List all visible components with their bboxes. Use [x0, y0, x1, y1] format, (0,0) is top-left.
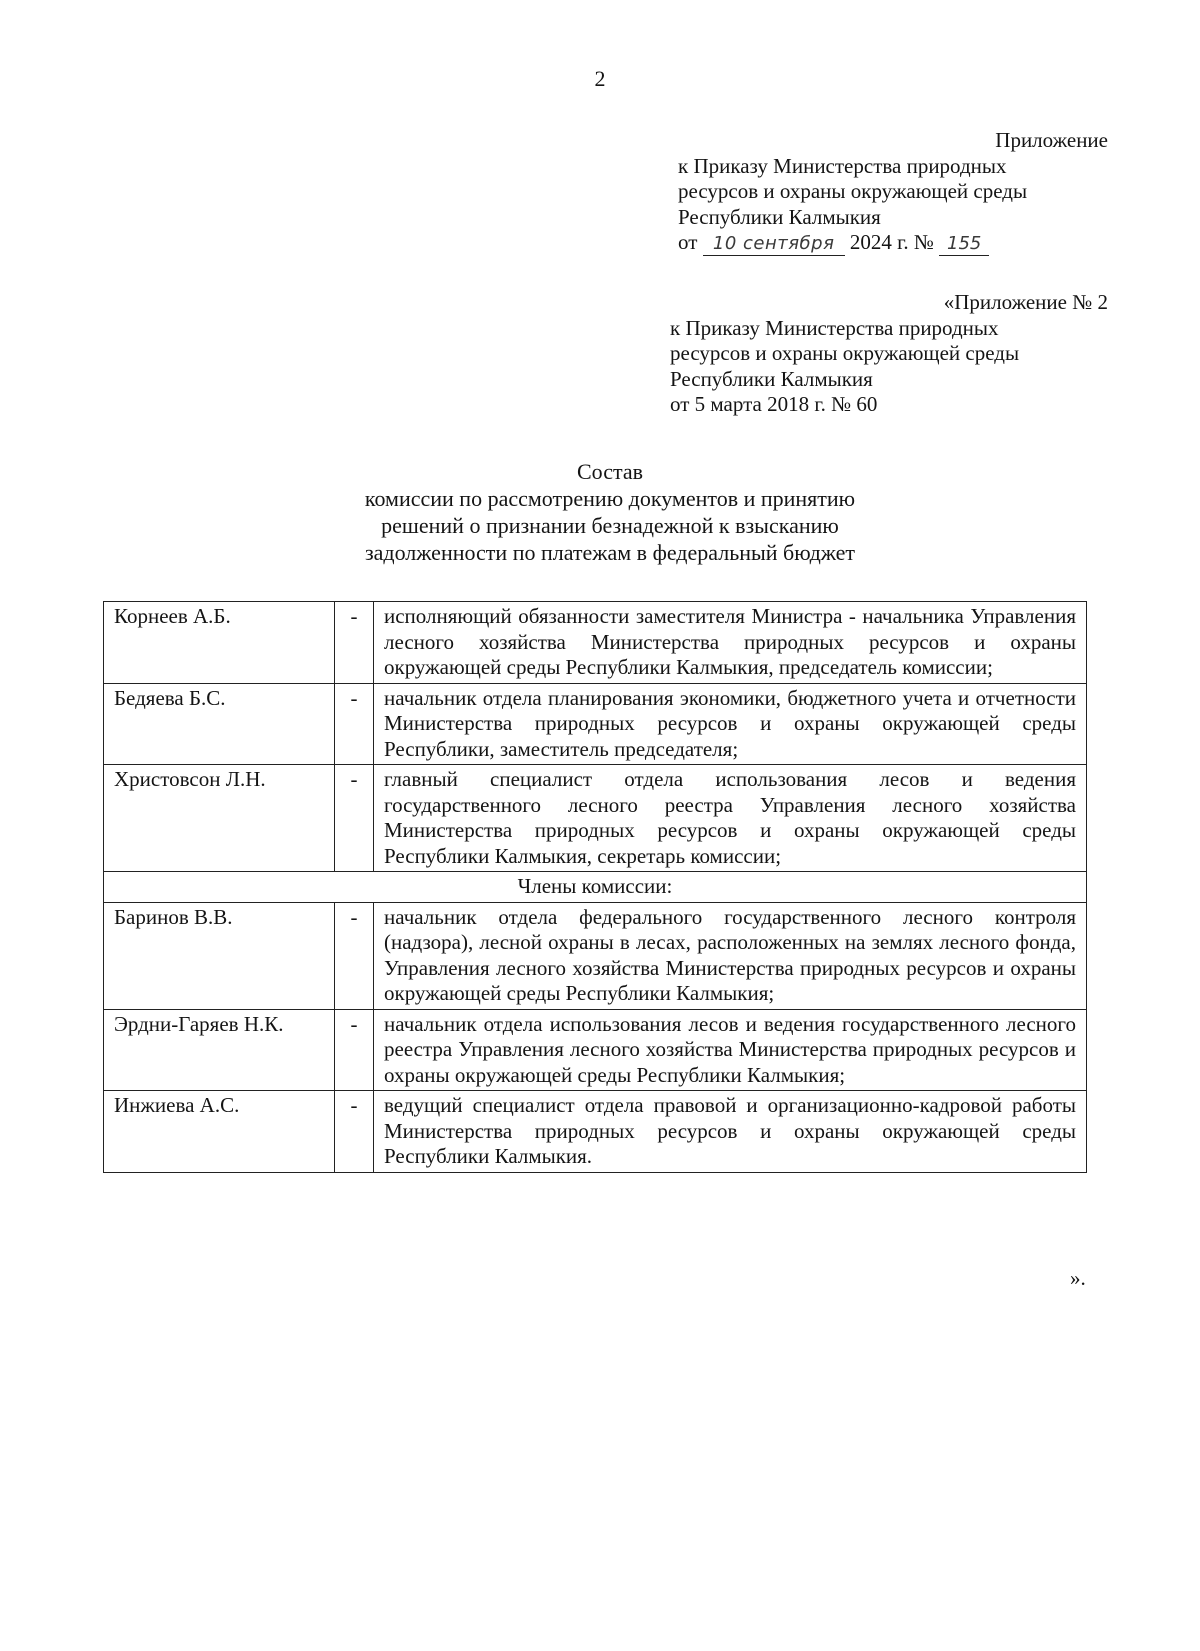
- page-number: 2: [594, 66, 606, 91]
- section-label: Члены комиссии:: [104, 872, 1087, 903]
- year-text: 2024 г. №: [849, 230, 934, 254]
- annex-original-line: ресурсов и охраны окружающей среды: [670, 341, 1020, 365]
- table-row: [104, 765, 1087, 872]
- table-row: [104, 1009, 1087, 1091]
- date-prefix: от: [678, 230, 698, 254]
- member-role: начальник отдела планирования экономики, бюджетного учета и отчетности Министерства природных ресурсов и охраны окружающей среды Республики, заместитель председателя;: [374, 683, 1087, 765]
- member-name: Бедяева Б.С.: [104, 683, 335, 765]
- member-dash: -: [335, 1091, 374, 1173]
- member-name: Баринов В.В.: [104, 902, 335, 1009]
- member-name: Инжиева А.С.: [104, 1091, 335, 1173]
- member-role: начальник отдела федерального государственного лесного контроля (надзора), лесной охраны в лесах, расположенных на землях лесного фонда, Управления лесного хозяйства Министерства природных ресурсов и охраны окружающей среды Республики Калмыкия;: [374, 902, 1087, 1009]
- member-role: исполняющий обязанности заместителя Министра - начальника Управления лесного хозяйства Министерства природных ресурсов и охраны окружающей среды Республики Калмыкия, председатель комиссии;: [374, 602, 1087, 684]
- annex-original-line: от 5 марта 2018 г. № 60: [670, 392, 878, 416]
- commission-table: [103, 601, 1087, 1173]
- annex-original-line: к Приказу Министерства природных: [670, 315, 999, 340]
- title-line: задолженности по платежам в федеральный бюджет: [364, 540, 856, 565]
- table-row: [104, 602, 1087, 684]
- member-name: Христовсон Л.Н.: [104, 765, 335, 872]
- member-dash: -: [335, 602, 374, 684]
- annex-original-title: «Приложение № 2: [943, 290, 1108, 314]
- title-line: комиссии по рассмотрению документов и принятию: [364, 486, 856, 511]
- title-heading: Состав: [576, 459, 644, 484]
- annex-current: [678, 128, 1108, 256]
- handwritten-number: 155: [939, 233, 989, 256]
- annex-original-line: Республики Калмыкия: [670, 366, 873, 391]
- document-title: [300, 458, 920, 566]
- annex-current-date-line: [678, 230, 1108, 256]
- closing-quote: ».: [1070, 1266, 1086, 1290]
- member-role: главный специалист отдела использования лесов и ведения государственного лесного реестра Управления лесного хозяйства Министерства природных ресурсов и охраны окружающей среды Республики Калмыкия, секретарь комиссии;: [374, 765, 1087, 872]
- annex-current-line: ресурсов и охраны окружающей среды: [678, 179, 1028, 203]
- annex-current-line: к Приказу Министерства природных: [678, 153, 1007, 178]
- member-role: ведущий специалист отдела правовой и организационно-кадровой работы Министерства природных ресурсов и охраны окружающей среды Республики Калмыкия.: [374, 1091, 1087, 1173]
- table-row: [104, 683, 1087, 765]
- member-name: Эрдни-Гаряев Н.К.: [104, 1009, 335, 1091]
- member-dash: -: [335, 1009, 374, 1091]
- member-name: Корнеев А.Б.: [104, 602, 335, 684]
- annex-current-line: Республики Калмыкия: [678, 204, 881, 229]
- title-line: решений о признании безнадежной к взысканию: [381, 513, 839, 538]
- annex-current-title: Приложение: [995, 128, 1108, 152]
- member-dash: -: [335, 765, 374, 872]
- annex-original: [670, 290, 1108, 418]
- member-role: начальник отдела использования лесов и ведения государственного лесного реестра Управления лесного хозяйства Министерства природных ресурсов и охраны окружающей среды Республики Калмыкия;: [374, 1009, 1087, 1091]
- table-row: [104, 1091, 1087, 1173]
- handwritten-date: 10 сентября: [703, 233, 845, 256]
- table-row: [104, 902, 1087, 1009]
- member-dash: -: [335, 902, 374, 1009]
- member-dash: -: [335, 683, 374, 765]
- section-row: [104, 872, 1087, 903]
